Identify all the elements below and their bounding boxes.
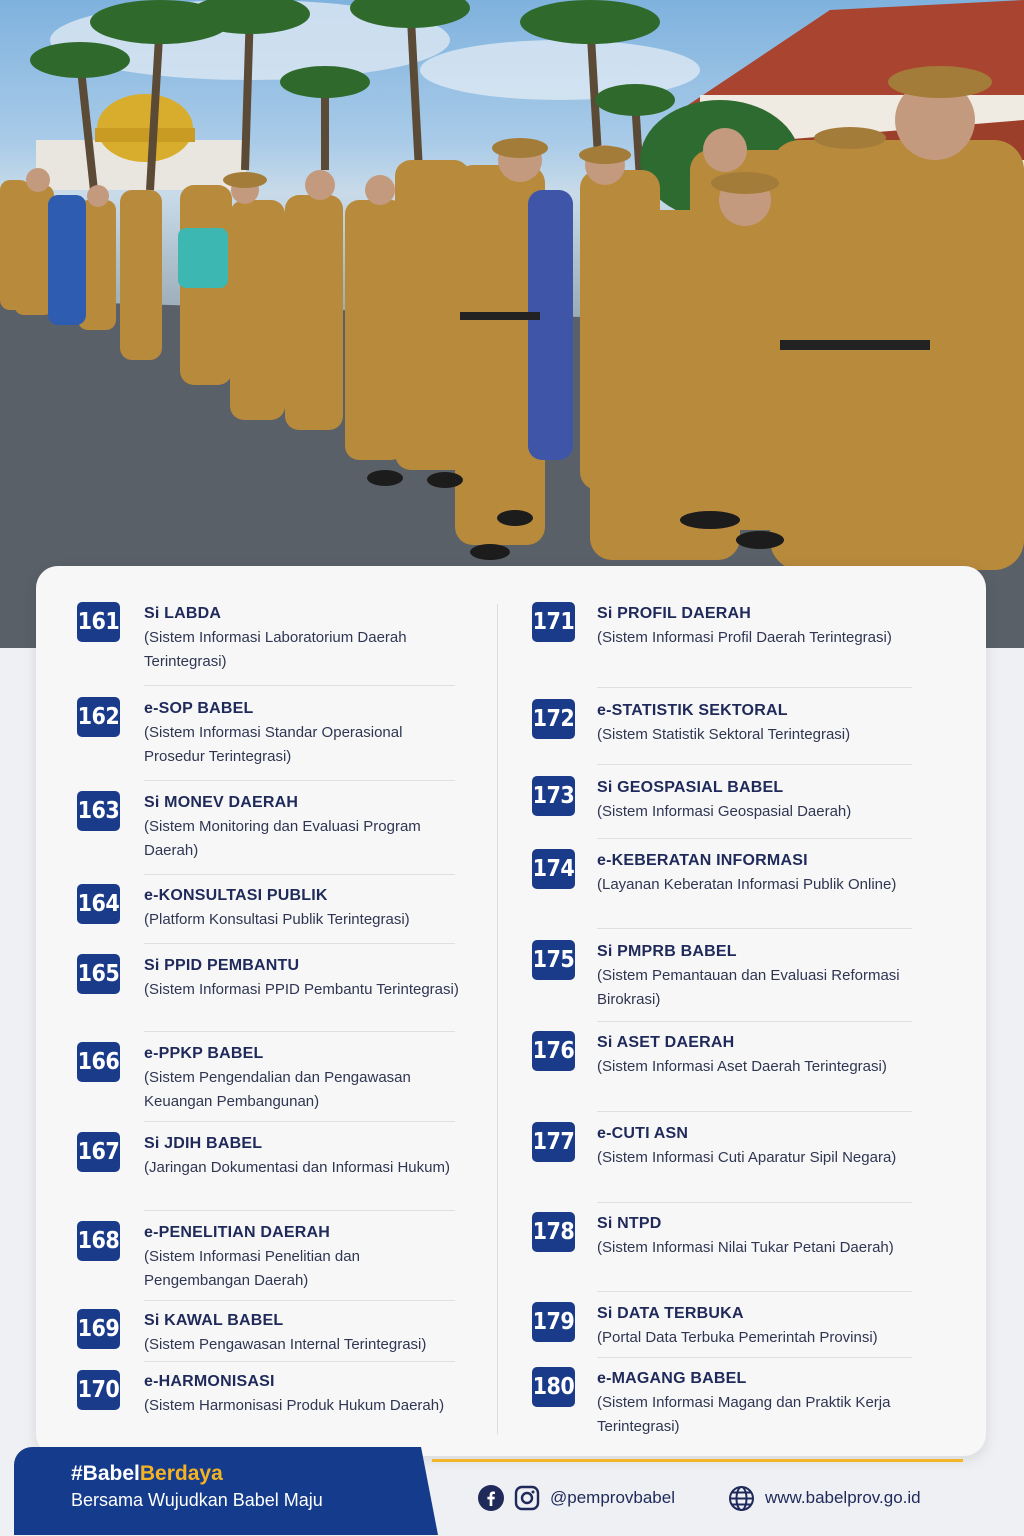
item-description: (Sistem Statistik Sektoral Terintegrasi) [597,726,851,743]
item-divider [144,874,455,875]
item-number-badge: 180 [532,1367,575,1407]
item-name: e-HARMONISASI [144,1373,275,1390]
item-name: Si JDIH BABEL [144,1135,263,1152]
item-name: Si LABDA [144,605,222,622]
item-number-badge: 161 [77,602,120,642]
item-name: Si PPID PEMBANTU [144,957,300,974]
item-description: (Sistem Informasi Profil Daerah Terintegrasi) [597,629,892,646]
item-description: (Layanan Keberatan Informasi Publik Online) [597,876,897,893]
item-name: Si MONEV DAERAH [144,794,299,811]
item-name: Si ASET DAERAH [597,1034,735,1051]
item-description: (Sistem Informasi Geospasial Daerah) [597,803,852,820]
item-name: Si PROFIL DAERAH [597,605,752,622]
item-name: Si NTPD [597,1215,662,1232]
item-divider [144,1121,455,1122]
item-divider [144,780,455,781]
item-name: Si DATA TERBUKA [597,1305,744,1322]
item-description: (Jaringan Dokumentasi dan Informasi Hukum) [144,1159,450,1176]
item-description: (Sistem Informasi Cuti Aparatur Sipil Negara) [597,1149,897,1166]
item-divider [597,1202,912,1203]
item-number-badge: 176 [532,1031,575,1071]
facebook-icon[interactable] [478,1485,504,1511]
item-divider [144,1300,455,1301]
item-name: e-MAGANG BABEL [597,1370,747,1387]
item-name: e-STATISTIK SEKTORAL [597,702,788,719]
website-link[interactable] [728,1485,921,1511]
item-description: (Sistem Informasi Magang dan Praktik Kerja Terintegrasi) [597,1394,891,1435]
item-number-badge: 166 [77,1042,120,1082]
item-name: Si PMPRB BABEL [597,943,737,960]
item-description: (Sistem Informasi Laboratorium Daerah Terintegrasi) [144,629,407,670]
column-divider [497,604,498,1434]
item-description: (Sistem Informasi Standar Operasional Prosedur Terintegrasi) [144,724,403,765]
item-divider [597,838,912,839]
item-description: (Sistem Monitoring dan Evaluasi Program Daerah) [144,818,421,859]
item-number-badge: 171 [532,602,575,642]
item-description: (Sistem Informasi Penelitian dan Pengembangan Daerah) [144,1248,360,1289]
item-divider [597,687,912,688]
item-name: Si GEOSPASIAL BABEL [597,779,784,796]
item-number-badge: 179 [532,1302,575,1342]
item-number-badge: 172 [532,699,575,739]
footer-accent-line [432,1459,963,1462]
item-description: (Platform Konsultasi Publik Terintegrasi) [144,911,410,928]
item-name: e-KEBERATAN INFORMASI [597,852,808,869]
item-number-badge: 178 [532,1212,575,1252]
item-divider [597,1021,912,1022]
item-number-badge: 174 [532,849,575,889]
item-number-badge: 168 [77,1221,120,1261]
item-number-badge: 173 [532,776,575,816]
social-handle[interactable] [478,1485,675,1511]
item-name: e-PENELITIAN DAERAH [144,1224,331,1241]
social-handle-label: @pemprovbabel [550,1488,675,1507]
item-number-badge: 175 [532,940,575,980]
item-number-badge: 164 [77,884,120,924]
item-divider [144,685,455,686]
item-description: (Sistem Informasi Nilai Tukar Petani Daerah) [597,1239,894,1256]
item-name: e-SOP BABEL [144,700,254,717]
header-photo [0,0,1024,648]
item-number-badge: 165 [77,954,120,994]
item-name: e-PPKP BABEL [144,1045,264,1062]
tagline: Bersama Wujudkan Babel Maju [71,1490,323,1510]
item-divider [597,928,912,929]
item-divider [144,1031,455,1032]
item-number-badge: 169 [77,1309,120,1349]
item-divider [597,764,912,765]
item-number-badge: 162 [77,697,120,737]
item-divider [597,1291,912,1292]
item-description: (Sistem Informasi Aset Daerah Terintegrasi) [597,1058,887,1075]
hashtag-accent: Berdaya [139,1462,223,1485]
item-description: (Sistem Pemantauan dan Evaluasi Reformasi Birokrasi) [597,967,900,1008]
item-divider [144,1210,455,1211]
item-divider [144,943,455,944]
campaign-hashtag [71,1462,223,1486]
item-name: e-KONSULTASI PUBLIK [144,887,328,904]
instagram-icon[interactable] [514,1485,540,1511]
item-description: (Sistem Pengawasan Internal Terintegrasi) [144,1336,427,1353]
item-description: (Portal Data Terbuka Pemerintah Provinsi) [597,1329,878,1346]
item-description: (Sistem Informasi PPID Pembantu Terintegrasi) [144,981,459,998]
item-divider [597,1111,912,1112]
hashtag-prefix: #Babel [71,1462,140,1485]
item-number-badge: 177 [532,1122,575,1162]
item-number-badge: 170 [77,1370,120,1410]
item-name: e-CUTI ASN [597,1125,689,1142]
item-description: (Sistem Harmonisasi Produk Hukum Daerah) [144,1397,445,1414]
website-label: www.babelprov.go.id [765,1488,921,1507]
item-name: Si KAWAL BABEL [144,1312,284,1329]
item-divider [597,1357,912,1358]
globe-icon [728,1485,755,1512]
item-number-badge: 163 [77,791,120,831]
header-photo-illustration [0,0,1024,648]
item-number-badge: 167 [77,1132,120,1172]
item-description: (Sistem Pengendalian dan Pengawasan Keuangan Pembangunan) [144,1069,411,1110]
item-divider [144,1361,455,1362]
